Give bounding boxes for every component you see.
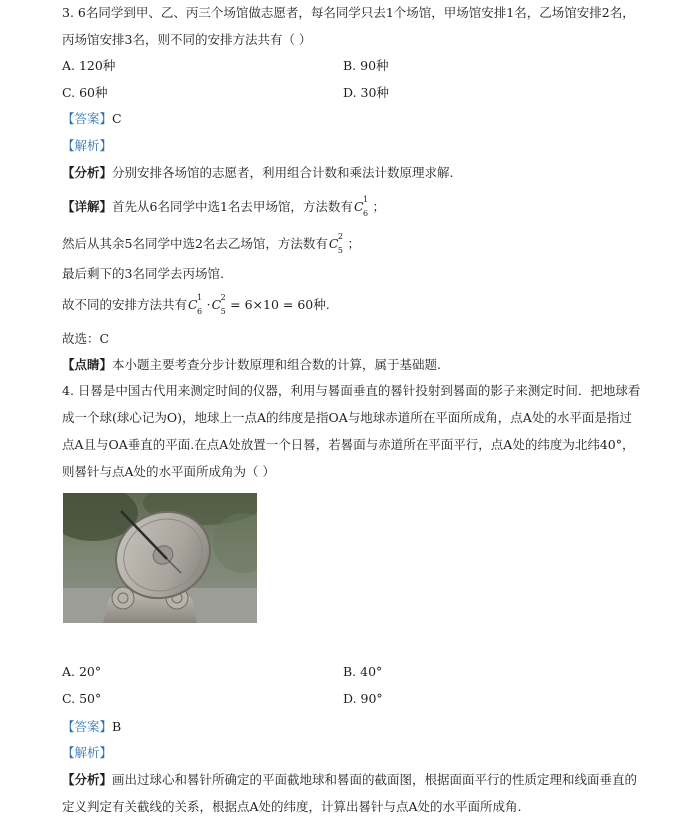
- xiangjie-tag: 【详解】: [62, 199, 113, 214]
- fenxi-text: 分别安排各场馆的志愿者，利用组合计数和乘法计数原理求解.: [112, 165, 454, 180]
- answer-value: C: [112, 111, 122, 126]
- answer-tag: 【答案】: [62, 719, 113, 734]
- q3-step-3: 最后剩下的3名同学去丙场馆.: [62, 266, 224, 281]
- fenxi-tag: 【分析】: [62, 772, 113, 787]
- q3-option-b: B. 90种: [343, 58, 389, 73]
- q3-xiangjie: 【详解】首先从6名同学中选1名去甲场馆，方法数有C 1 6 ；: [62, 195, 386, 218]
- answer-tag: 【答案】: [62, 111, 113, 126]
- xiangjie-text: 首先从6名同学中选1名去甲场馆，方法数有: [112, 199, 353, 214]
- answer-value: B: [112, 719, 122, 734]
- comb-c5-2: C 2 5: [328, 232, 344, 255]
- q4-option-c: C. 50°: [62, 691, 102, 706]
- q4-line-4: 则晷针与点A处的水平面所成角为（ ）: [62, 464, 276, 479]
- q4-fenxi-line-2: 定义判定有关截线的关系，根据点A处的纬度，计算出晷针与点A处的水平面所成角.: [62, 799, 522, 814]
- q4-answer: [62, 719, 121, 735]
- q3-step-2: 然后从其余5名同学中选2名去乙场馆，方法数有C 2 5 ；: [62, 232, 361, 255]
- total-eq: = 6×10 = 60种.: [230, 297, 330, 312]
- total-text: 故不同的安排方法共有: [62, 297, 188, 312]
- q3-line-2: 丙场馆安排3名，则不同的安排方法共有（ ）: [62, 32, 312, 47]
- q4-line-3: 点A且与OA垂直的平面.在点A处放置一个日晷，若晷面与赤道所在平面平行，点A处的纬度为北纬40°，: [62, 437, 635, 452]
- dianjing-text: 本小题主要考查分步计数原理和组合数的计算，属于基础题.: [112, 357, 441, 372]
- q4-option-a: A. 20°: [62, 664, 102, 679]
- q4-line-2: 成一个球(球心记为O)，地球上一点A的纬度是指OA与地球赤道所在平面所成角，点A处的水平面是指过: [62, 410, 632, 425]
- q3-answer: [62, 111, 122, 127]
- q3-line-1: 3. 6名同学到甲、乙、丙三个场馆做志愿者，每名同学只去1个场馆，甲场馆安排1名，乙场馆安排2名，: [62, 5, 635, 20]
- fenxi-text-1: 画出过球心和晷针所确定的平面截地球和晷面的截面图，根据面面平行的性质定理和线面垂直的: [112, 772, 638, 787]
- q3-option-d: D. 30种: [343, 85, 389, 100]
- comb-c6-1: C 1 6: [353, 195, 369, 218]
- comb-c5-2-b: C 2 5: [211, 293, 226, 316]
- q3-guxuan: 故选：C: [62, 331, 110, 346]
- q4-line-1: 4. 日晷是中国古代用来测定时间的仪器，利用与晷面垂直的晷针投射到晷面的影子来测定时间．把地球看: [62, 383, 641, 398]
- q3-fenxi: [62, 165, 454, 181]
- q3-option-c: C. 60种: [62, 85, 108, 100]
- sundial-photo: [63, 493, 257, 623]
- q3-dianjing: [62, 357, 441, 373]
- comb-c6-1-b: C 1 6: [188, 293, 203, 316]
- q4-option-d: D. 90°: [343, 691, 383, 706]
- q3-jiexi-tag: 【解析】: [62, 138, 113, 153]
- q3-total: 故不同的安排方法共有C 1 6 ·C 2 5 = 6×10 = 60种.: [62, 293, 330, 316]
- q3-option-a: A. 120种: [62, 58, 116, 73]
- fenxi-tag: 【分析】: [62, 165, 113, 180]
- q4-jiexi-tag: 【解析】: [62, 745, 113, 760]
- q4-option-b: B. 40°: [343, 664, 383, 679]
- step2-text: 然后从其余5名同学中选2名去乙场馆，方法数有: [62, 236, 328, 251]
- q4-fenxi-line-1: [62, 772, 637, 788]
- dianjing-tag: 【点睛】: [62, 357, 113, 372]
